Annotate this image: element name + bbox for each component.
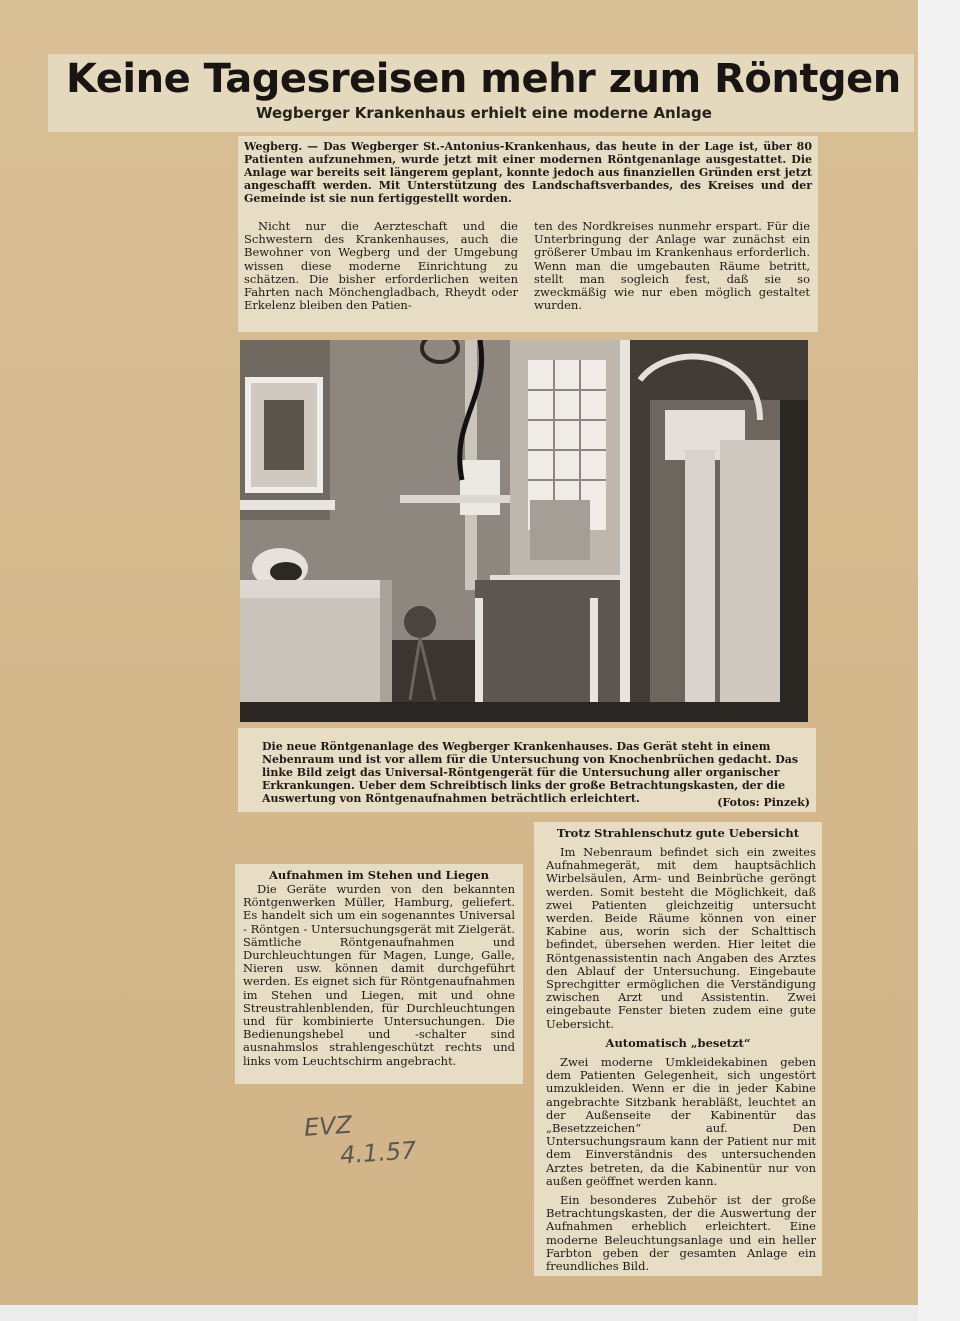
- subheadline: Wegberger Krankenhaus erhielt eine moderne Anlage: [256, 104, 712, 122]
- section-title-right-1: Trotz Strahlenschutz gute Uebersicht: [556, 826, 800, 840]
- caption-clipping: [238, 728, 816, 812]
- section-body-right-1: Im Nebenraum befindet sich ein zweites Aufnahmegerät, mit dem hauptsächlich Wirbelsäulen, Arm- und Beinbrüche geröngt werden. Somit besteht die Möglichkeit, daß zwei Patienten gleichzeitig untersucht werden. Beide Räume können von einer Kabine aus, worin sich der Schalttisch befindet, übersehen werden. Hier leitet die Röntgenassistentin nach Angaben des Arztes den Ablauf der Untersuchung. Eingebaute Sprechgitter ermöglichen die Verständigung zwischen Arzt und Assistentin. Zwei eingebaute Fenster bieten zudem eine gute Uebersicht.: [546, 845, 816, 1031]
- handwritten-source: EVZ: [303, 1110, 354, 1142]
- headline: Keine Tagesreisen mehr zum Röntgen: [66, 56, 901, 102]
- photo-credit: (Fotos: Pinzek): [717, 796, 810, 809]
- scan-background-right: [918, 0, 960, 1321]
- right-article-clipping: [534, 822, 822, 1276]
- section-title-right-2: Automatisch „besetzt“: [605, 1036, 751, 1050]
- section-body-left: Die Geräte wurden von den bekannten Röntgenwerken Müller, Hamburg, geliefert. Es handelt sich um ein sogenanntes Universal - Röntgen - Untersuchungsgerät mit Zielgerät. Sämtliche Röntgenaufnahmen und Durchleuchtungen für Magen, Lunge, Galle, Nieren usw. können damit durchgeführt werden. Es eignet sich für Röntgenaufnahmen im Stehen und Liegen, mit und ohne Streustrahlenblenden, für Durchleuchtungen und für kombinierte Untersuchungen. Die Bedienungshebel und -schalter sind ausnahmslos strahlengeschützt rechts und links vom Leuchtschirm angebracht.: [243, 882, 515, 1068]
- section-body-right-2: Zwei moderne Umkleidekabinen geben dem Patienten Gelegenheit, sich ungestört umzukleiden. Wenn er die in jeder Kabine angebrachte Sitzbank herabläßt, leuchtet an der Außenseite der Kabinentür das „Besetzzeichen“ auf. Den Untersuchungsraum kann der Patient nur mit dem Einverständnis des untersuchenden Arztes betreten, da die Kabinentür nur von außen geöffnet werden kann.: [546, 1055, 816, 1188]
- lead-paragraph: Wegberg. — Das Wegberger St.-Antonius-Krankenhaus, das heute in der Lage ist, über 80 Patienten aufzunehmen, wurde jetzt mit einer modernen Röntgenanlage ausgestattet. Die Anlage war bereits seit längerem geplant, konnte jedoch aus finanziellen Gründen erst jetzt angeschafft werden. Mit Unterstützung des Landschaftsverbandes, des Kreises und der Gemeinde ist sie nun fertiggestellt worden.: [244, 140, 812, 205]
- handwritten-source-note: [303, 1103, 447, 1173]
- photo-caption: Die neue Röntgenanlage des Wegberger Krankenhauses. Das Gerät steht in einem Nebenraum und ist vor allem für die Untersuchung von Knochenbrüchen gedacht. Das linke Bild zeigt das Universal-Röntgengerät für die Untersuchung aller organischer Erkrankungen. Ueber dem Schreibtisch links der große Betrachtungskasten, der die Auswertung von Röntgenaufnahmen beträchtlich erleichtert.: [262, 740, 799, 805]
- left-article-clipping: [235, 864, 523, 1084]
- handwritten-date: 4.1.57: [339, 1136, 418, 1170]
- section-body-right-3: Ein besonderes Zubehör ist der große Betrachtungskasten, der die Auswertung der Aufnahmen erheblich erleichtert. Eine moderne Beleuchtungsanlage und ein heller Farbton geben der gesamten Anlage ein freundliches Bild.: [546, 1193, 816, 1274]
- scan-background-bottom: [0, 1305, 918, 1321]
- headline-clipping: [48, 54, 914, 132]
- intro-column-1: Nicht nur die Aerzteschaft und die Schwestern des Krankenhauses, auch die Bewohner von Wegberg und der Umgebung wissen diese moderne Einrichtung zu schätzen. Die bisher erforderlichen weiten Fahrten nach Mönchengladbach, Rheydt oder Erkelenz bleiben den Patien-: [244, 219, 518, 313]
- intro-column-2: ten des Nordkreises nunmehr erspart. Für die Unterbringung der Anlage war zunächst ein größerer Umbau im Krankenhaus erforderlich. Wenn man die umgebauten Räume betritt, stellt man sogleich fest, daß sie so zweckmäßig wie nur eben möglich gestaltet wurden.: [534, 219, 810, 313]
- x-ray-room-photo: [240, 340, 808, 722]
- lead-clipping: [238, 136, 818, 332]
- section-title-left: Aufnahmen im Stehen und Liegen: [268, 868, 490, 882]
